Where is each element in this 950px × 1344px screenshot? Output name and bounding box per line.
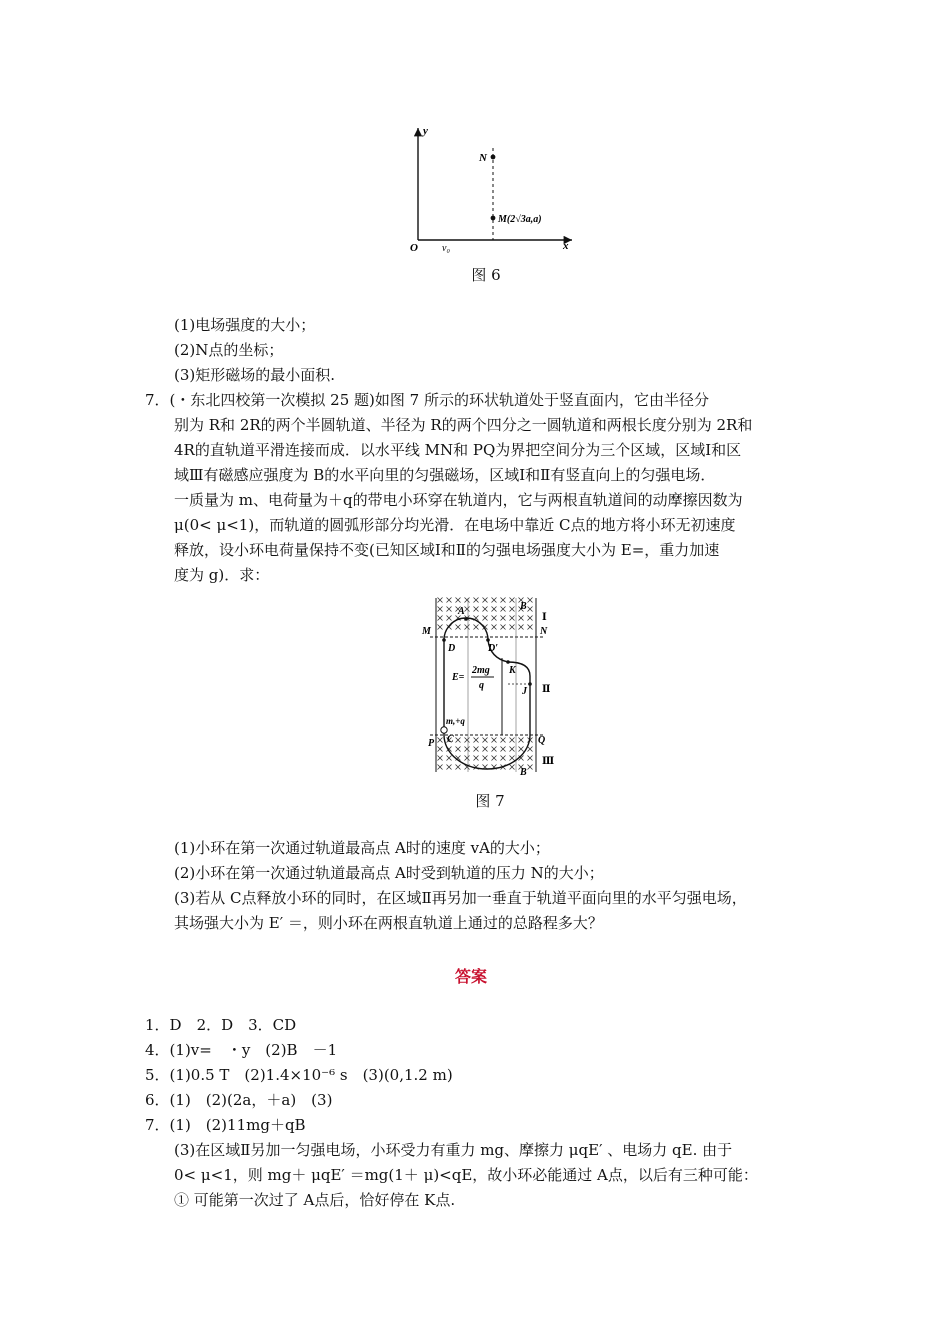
label-p: P [428, 738, 435, 749]
point-d2 [486, 638, 490, 642]
magnetic-field-region-1 [438, 598, 533, 630]
label-d2: D′ [488, 643, 499, 654]
point-a [464, 617, 468, 621]
label-q: Q [538, 735, 546, 746]
answer-line-7: 0< μ<1，则 mg＋ μqE′ ＝mg(1＋ μ)<qE，故小环必能通过 A点，以后有三种可能： [174, 1166, 758, 1184]
figure-7 [420, 592, 565, 784]
label-b: B [520, 601, 527, 612]
question-6-1: (1)电场强度的大小； [174, 316, 316, 334]
label-k: K [509, 665, 516, 676]
figure-6 [400, 120, 590, 255]
problem-7-line-5: 一质量为 m、电荷量为＋q的带电小环穿在轨道内，它与两根直轨道间的动摩擦因数为 [174, 491, 743, 509]
point-m-label: M(2√3a,a) [498, 214, 542, 225]
charge-label: m,+q [446, 716, 465, 726]
problem-7-line-3: 4R的直轨道平滑连接而成．以水平线 MN和 PQ为界把空间分为三个区域，区域Ⅰ和区 [174, 441, 742, 459]
figure-6-caption: 图 6 [471, 266, 501, 284]
track-bottom-semicircle [444, 735, 530, 769]
problem-7-line-4: 域Ⅲ有磁感应强度为 B的水平向里的匀强磁场，区域Ⅰ和Ⅱ有竖直向上的匀强电场． [174, 466, 716, 484]
label-d: D [448, 643, 456, 654]
question-7-4: 其场强大小为 E′ ＝，则小环在两根直轨道上通过的总路程多大？ [174, 914, 603, 932]
axis-y-label: y [423, 125, 428, 137]
problem-7-line-2: 别为 R和 2R的两个半圆轨道、半径为 R的两个四分之一圆轨道和两根长度分别为 2R和 [174, 416, 753, 434]
problem-7-line-1: 7．(・东北四校第一次模拟 25 题)如图 7 所示的环状轨道处于竖直面内，它由半径分 [145, 391, 709, 409]
label-region-3: Ⅲ [542, 756, 555, 767]
label-n: N [540, 626, 548, 637]
label-j: J [522, 686, 527, 697]
label-c: C [447, 734, 454, 745]
answer-line-5: 7．(1) (2)11mg＋qB [145, 1116, 306, 1134]
answer-line-3: 5．(1)0.5 T (2)1.4×10⁻⁶ s (3)(0,1.2 m) [145, 1066, 453, 1084]
point-j [528, 682, 532, 686]
axis-x-label: x [563, 240, 569, 252]
question-7-3: (3)若从 C点释放小环的同时，在区域Ⅱ再另加一垂直于轨道平面向里的水平匀强电场， [174, 889, 747, 907]
problem-7-line-8: 度为 g)．求： [174, 566, 270, 584]
answers-title: 答案 [455, 967, 488, 986]
label-a: A [458, 606, 465, 617]
velocity-label: v₀ [442, 243, 450, 254]
label-m: M [422, 626, 431, 637]
answer-line-4: 6．(1) (2)(2a，＋a) (3) [145, 1091, 333, 1109]
problem-7-line-7: 释放，设小环电荷量保持不变(已知区域Ⅰ和Ⅱ的匀强电场强度大小为 E=，重力加速 [174, 541, 720, 559]
answer-line-2: 4．(1)v= ・y (2)B －1 [145, 1041, 338, 1059]
point-n [491, 155, 496, 160]
label-region-2: Ⅱ [542, 684, 551, 695]
ring-c [441, 727, 447, 733]
answer-line-6: (3)在区域Ⅱ另加一匀强电场，小环受力有重力 mg、摩擦力 μqE′ 、电场力 qE. 由于 [174, 1141, 733, 1159]
question-6-2: (2)N点的坐标； [174, 341, 284, 359]
field-numerator: 2mg [472, 665, 490, 676]
label-b2: B [520, 767, 527, 778]
answer-line-1: 1．D 2．D 3．CD [145, 1016, 297, 1034]
problem-7-line-6: μ(0< μ<1)，而轨道的圆弧形部分均光滑．在电场中靠近 C点的地方将小环无初速度 [174, 516, 736, 534]
field-lhs: E= [452, 672, 465, 683]
point-k [506, 660, 510, 664]
label-region-1: Ⅰ [542, 612, 547, 623]
point-d [442, 638, 446, 642]
point-m [491, 216, 496, 221]
question-6-3: (3)矩形磁场的最小面积. [174, 366, 336, 384]
answer-line-8: ① 可能第一次过了 A点后，恰好停在 K点. [174, 1191, 456, 1209]
figure-7-caption: 图 7 [475, 792, 505, 810]
point-n-label: N [479, 152, 487, 164]
origin-label: O [410, 242, 418, 254]
field-denominator: q [479, 680, 484, 691]
question-7-2: (2)小环在第一次通过轨道最高点 A时受到轨道的压力 N的大小； [174, 864, 604, 882]
question-7-1: (1)小环在第一次通过轨道最高点 A时的速度 vA的大小； [174, 839, 550, 857]
